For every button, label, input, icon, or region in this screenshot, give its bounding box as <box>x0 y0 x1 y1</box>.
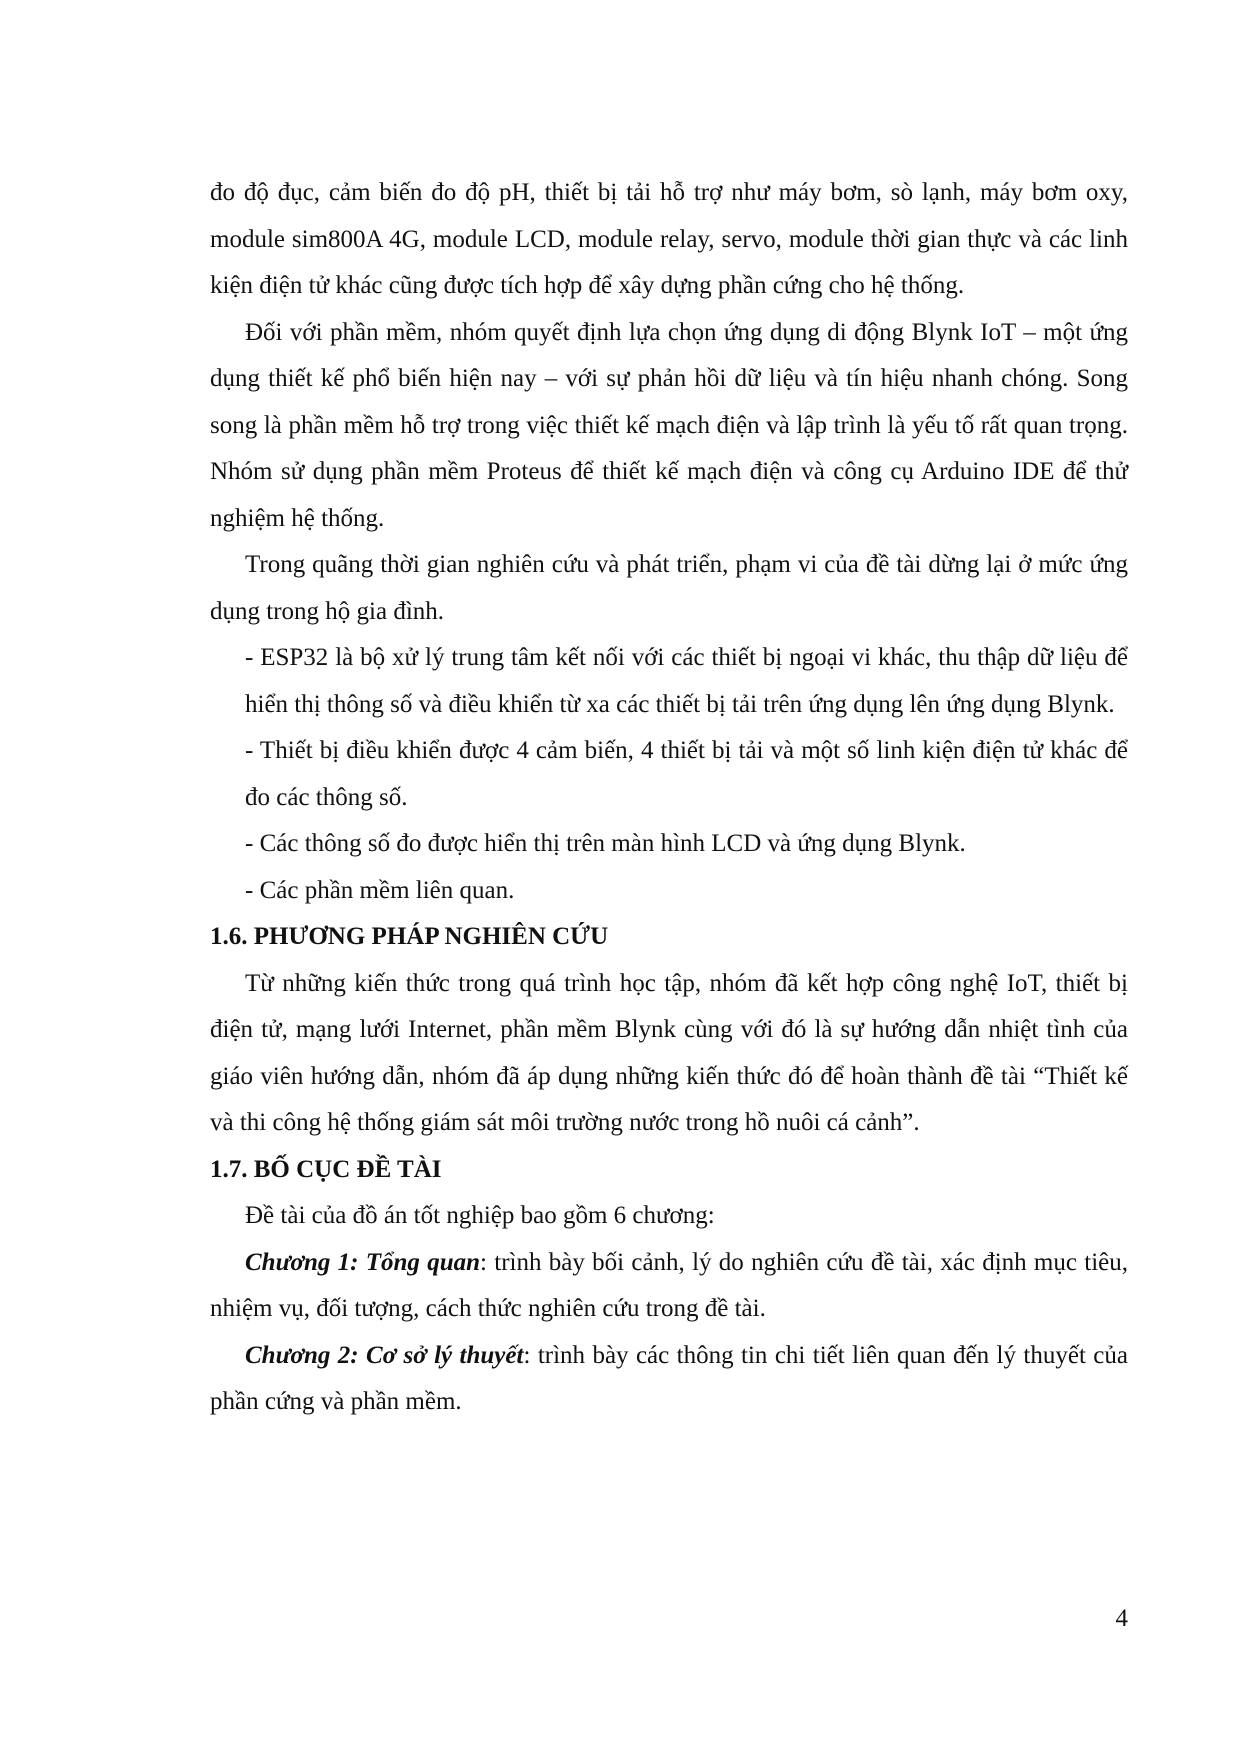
paragraph-hardware: đo độ đục, cảm biến đo độ pH, thiết bị tải hỗ trợ như máy bơm, sò lạnh, máy bơm oxy, module sim800A 4G, module LCD, module relay, servo, module thời gian thực và các linh kiện điện tử khác cũng được tích hợp để xây dựng phần cứng cho hệ thống. <box>210 179 1128 299</box>
scope-bullet-devices: - Thiết bị điều khiển được 4 cảm biến, 4 thiết bị tải và một số linh kiện điện tử khác để đo các thông số. <box>245 737 1128 811</box>
chapter-1-label: Chương 1: Tổng quan <box>245 1248 481 1276</box>
chapter-1-description <box>210 1240 1128 1333</box>
paragraph-scope: Trong quãng thời gian nghiên cứu và phát triển, phạm vi của đề tài dừng lại ở mức ứng dụng trong hộ gia đình. <box>210 551 1128 625</box>
scope-bullet-software: - Các phần mềm liên quan. <box>245 876 515 904</box>
chapter-2-label: Chương 2: Cơ sở lý thuyết <box>245 1341 524 1369</box>
scope-bullet-esp32: - ESP32 là bộ xử lý trung tâm kết nối với các thiết bị ngoại vi khác, thu thập dữ liệu để hiển thị thông số và điều khiển từ xa các thiết bị tải trên ứng dụng lên ứng dụng Blynk. <box>245 644 1128 718</box>
document-page <box>210 170 1128 1426</box>
section-heading-thesis-layout: 1.7. BỐ CỤC ĐỀ TÀI <box>210 1155 442 1183</box>
chapter-2-description <box>210 1333 1128 1426</box>
chapter-2-text: : trình bày các thông tin chi tiết liên quan đến lý thuyết của phần cứng và phần mềm. <box>210 1341 1129 1415</box>
paragraph-software: Đối với phần mềm, nhóm quyết định lựa chọn ứng dụng di động Blynk IoT – một ứng dụng thiết kế phổ biến hiện nay – với sự phản hồi dữ liệu và tín hiệu nhanh chóng. Song song là phần mềm hỗ trợ trong việc thiết kế mạch điện và lập trình là yếu tố rất quan trọng. Nhóm sử dụng phần mềm Proteus để thiết kế mạch điện và công cụ Arduino IDE để thử nghiệm hệ thống. <box>210 318 1128 532</box>
chapter-1-text: : trình bày bối cảnh, lý do nghiên cứu đề tài, xác định mục tiêu, nhiệm vụ, đối tượng, cách thức nghiên cứu trong đề tài. <box>210 1248 1128 1322</box>
scope-bullet-display: - Các thông số đo được hiển thị trên màn hình LCD và ứng dụng Blynk. <box>245 830 966 857</box>
section-heading-research-method: 1.6. PHƯƠNG PHÁP NGHIÊN CỨU <box>210 923 609 950</box>
page-number: 4 <box>1115 1605 1128 1632</box>
paragraph-layout-intro: Đề tài của đồ án tốt nghiệp bao gồm 6 chương: <box>245 1202 715 1229</box>
paragraph-research-method: Từ những kiến thức trong quá trình học tập, nhóm đã kết hợp công nghệ IoT, thiết bị điện tử, mạng lưới Internet, phần mềm Blynk cùng với đó là sự hướng dẫn nhiệt tình của giáo viên hướng dẫn, nhóm đã áp dụng những kiến thức đó để hoàn thành đề tài “Thiết kế và thi công hệ thống giám sát môi trường nước trong hồ nuôi cá cảnh”. <box>210 969 1128 1136</box>
